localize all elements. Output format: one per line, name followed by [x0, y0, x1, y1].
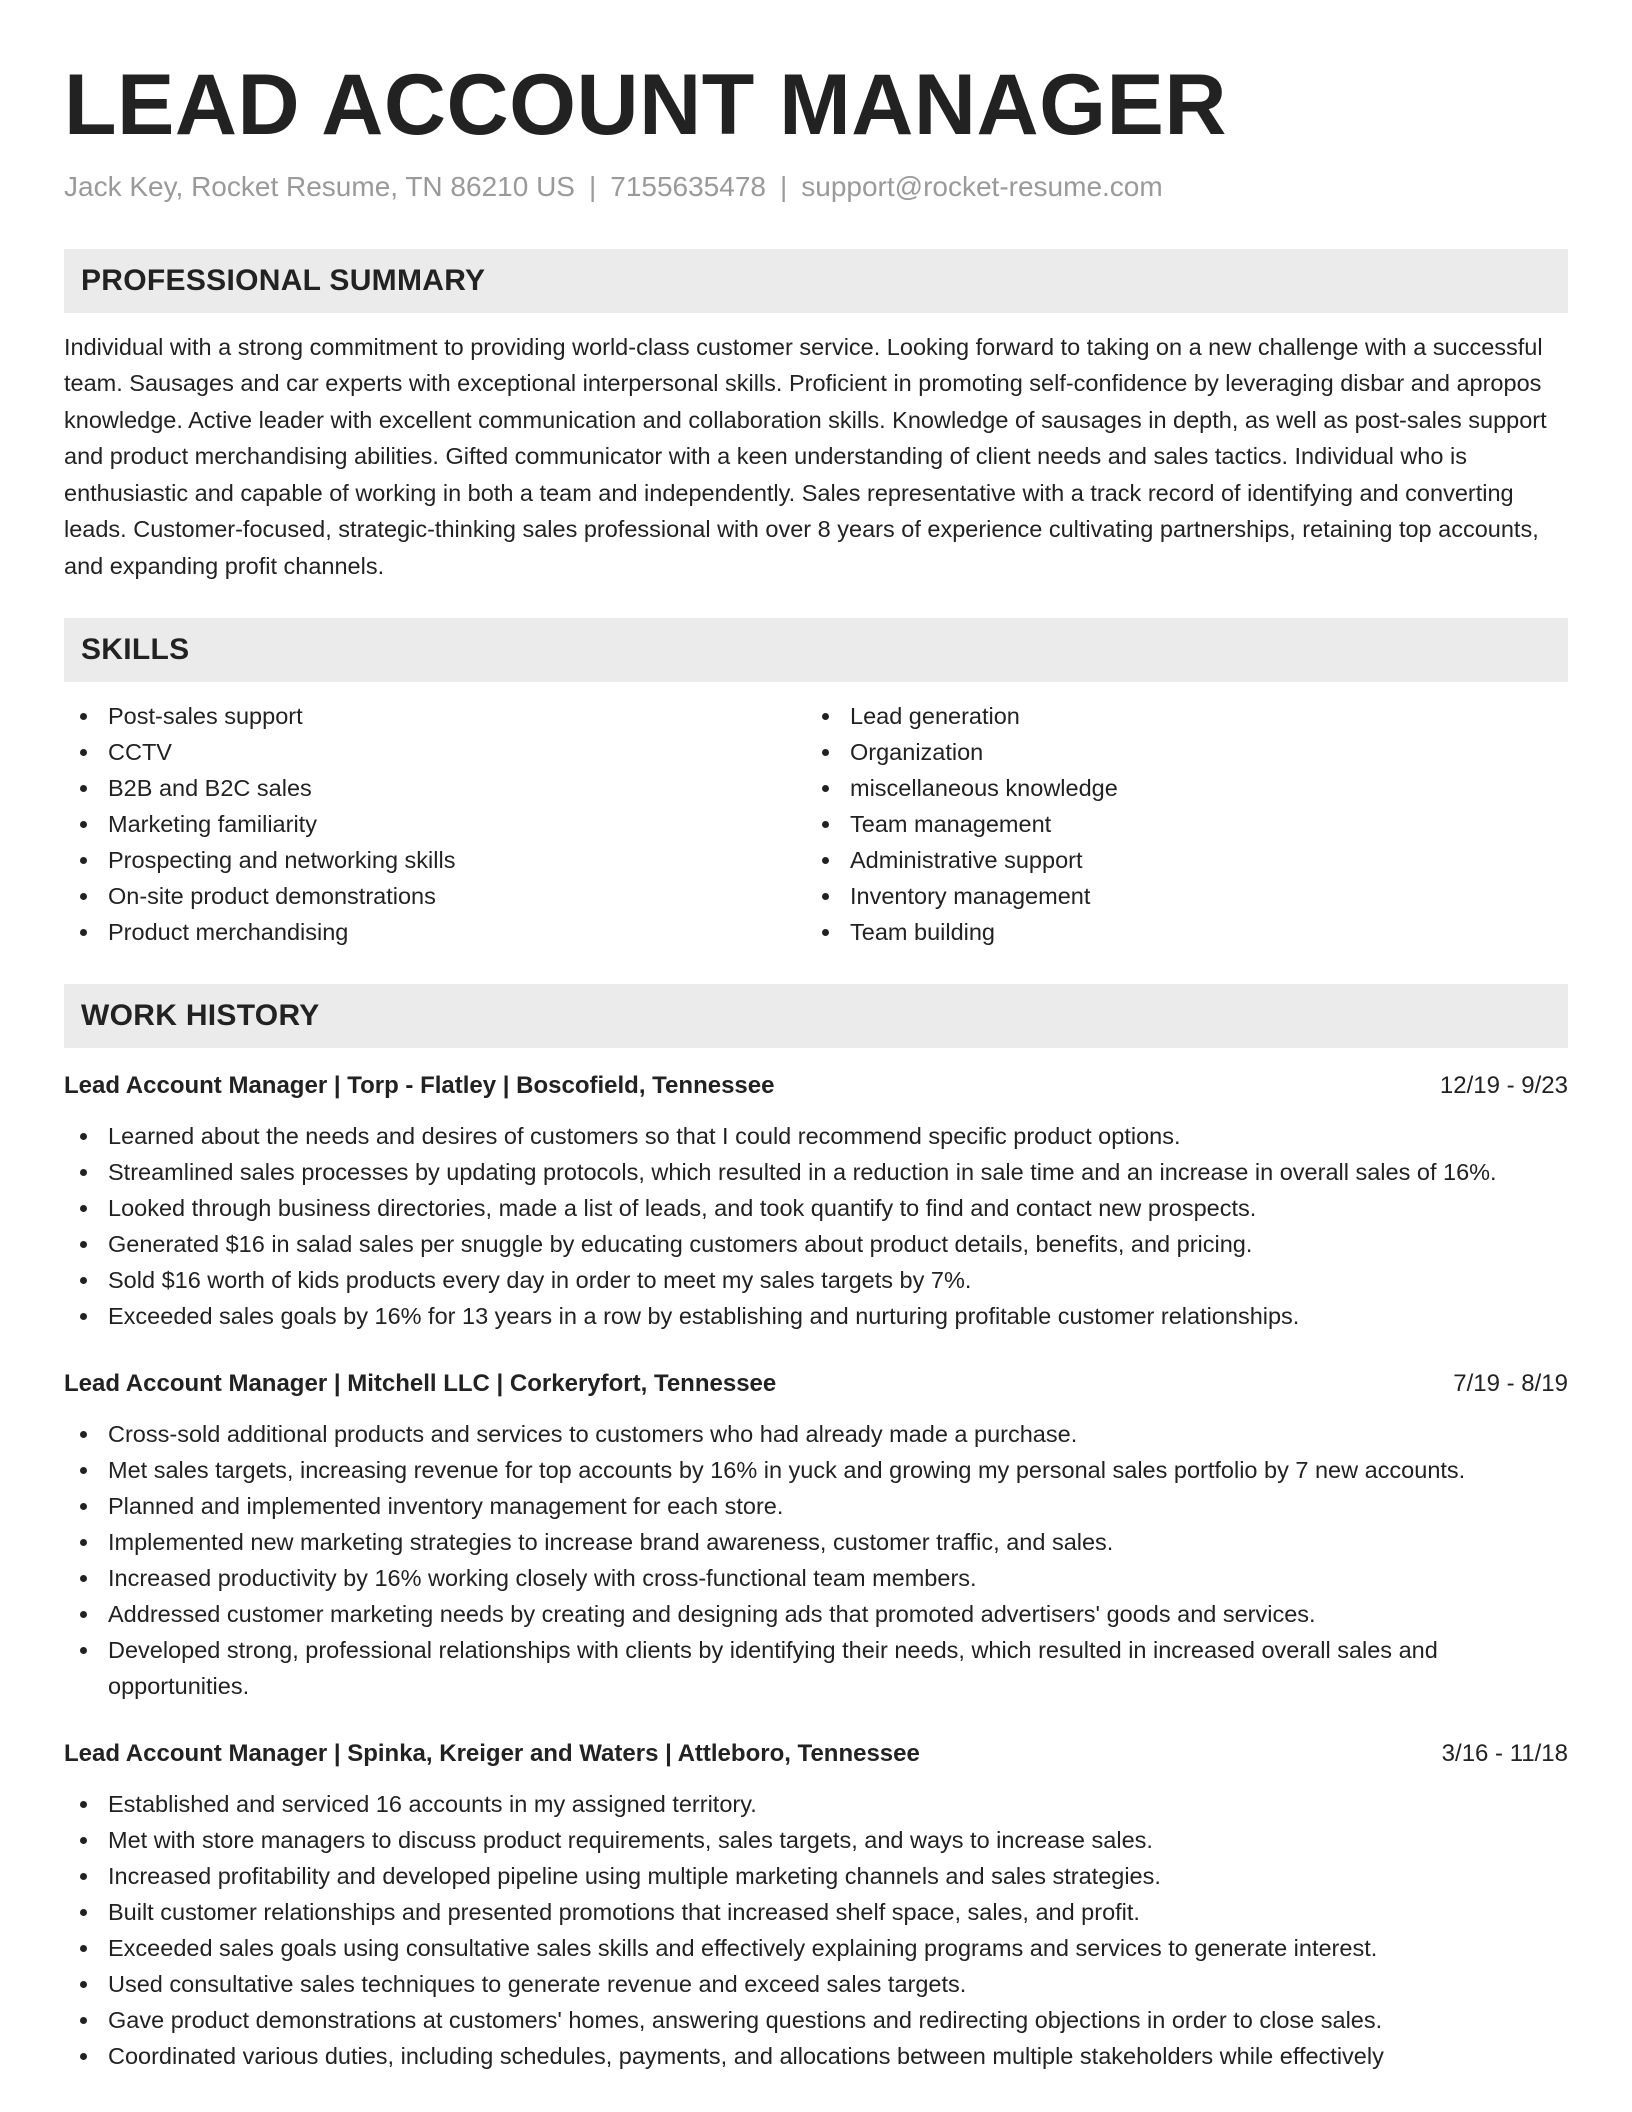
job-bullet: Implemented new marketing strategies to increase brand awareness, customer traffic, and sales.	[64, 1524, 1568, 1560]
skill-item: Inventory management	[806, 878, 1548, 914]
job-bullet: Gave product demonstrations at customers' homes, answering questions and redirecting objections in order to close sales.	[64, 2002, 1568, 2038]
skill-item: B2B and B2C sales	[64, 770, 806, 806]
job-bullet: Exceeded sales goals by 16% for 13 years in a row by establishing and nurturing profitable customer relationships.	[64, 1298, 1568, 1334]
skills-column-left	[64, 698, 806, 950]
job-dates: 3/16 - 11/18	[1441, 1740, 1568, 1768]
job-bullet: Established and serviced 16 accounts in my assigned territory.	[64, 1786, 1568, 1822]
contact-separator: |	[588, 170, 597, 202]
job-title: Lead Account Manager | Spinka, Kreiger and Waters | Attleboro, Tennessee	[64, 1740, 920, 1768]
job-bullet: Sold $16 worth of kids products every day in order to meet my sales targets by 7%.	[64, 1262, 1568, 1298]
job-header	[64, 1736, 1568, 1772]
job-bullets	[64, 1786, 1568, 2074]
skill-item: Prospecting and networking skills	[64, 842, 806, 878]
job-dates: 7/19 - 8/19	[1453, 1370, 1568, 1398]
job-bullet: Streamlined sales processes by updating protocols, which resulted in a reduction in sale time and an increase in overall sales of 16%.	[64, 1154, 1568, 1190]
job-bullet: Exceeded sales goals using consultative sales skills and effectively explaining programs and services to generate interest.	[64, 1930, 1568, 1966]
job-bullet: Cross-sold additional products and services to customers who had already made a purchase.	[64, 1416, 1568, 1452]
job-bullets	[64, 1118, 1568, 1334]
job-bullet: Increased profitability and developed pipeline using multiple marketing channels and sales strategies.	[64, 1858, 1568, 1894]
skill-item: CCTV	[64, 734, 806, 770]
job-title: Lead Account Manager | Torp - Flatley | Boscofield, Tennessee	[64, 1072, 775, 1100]
skill-item: Team building	[806, 914, 1548, 950]
skill-item: miscellaneous knowledge	[806, 770, 1548, 806]
summary-text: Individual with a strong commitment to providing world-class customer service. Looking forward to taking on a new challenge with a successful team. Sausages and car experts with exceptional interpersonal skills. Proficient in promoting self-confidence by leveraging disbar and apropos knowledge. Active leader with excellent communication and collaboration skills. Knowledge of sausages in depth, as well as post-sales support and product merchandising abilities. Gifted communicator with a keen understanding of client needs and sales tactics. Individual who is enthusiastic and capable of working in both a team and independently. Sales representative with a track record of identifying and converting leads. Customer-focused, strategic-thinking sales professional with over 8 years of experience cultivating partnerships, retaining top accounts, and expanding profit channels.	[64, 333, 1547, 579]
contact-address: Jack Key, Rocket Resume, TN 86210 US	[64, 170, 575, 202]
job-bullet: Generated $16 in salad sales per snuggle by educating customers about product details, benefits, and pricing.	[64, 1226, 1568, 1262]
contact-email: support@rocket-resume.com	[801, 170, 1163, 202]
job-bullet: Looked through business directories, made a list of leads, and took quantify to find and contact new prospects.	[64, 1190, 1568, 1226]
job-bullet: Developed strong, professional relationships with clients by identifying their needs, which resulted in increased overall sales and opportunities.	[64, 1632, 1568, 1704]
contact-phone: 7155635478	[610, 170, 766, 202]
job-bullet: Coordinated various duties, including schedules, payments, and allocations between multiple stakeholders while effectively	[64, 2038, 1568, 2074]
job-entry	[64, 1068, 1568, 1334]
job-bullet: Met sales targets, increasing revenue for top accounts by 16% in yuck and growing my personal sales portfolio by 7 new accounts.	[64, 1452, 1568, 1488]
skills-list	[64, 698, 1568, 950]
section-heading-work-history: WORK HISTORY	[64, 984, 1568, 1048]
job-entry	[64, 1366, 1568, 1704]
skill-item: On-site product demonstrations	[64, 878, 806, 914]
job-header	[64, 1068, 1568, 1104]
skill-item: Product merchandising	[64, 914, 806, 950]
section-heading-summary: PROFESSIONAL SUMMARY	[64, 249, 1568, 313]
job-title: Lead Account Manager | Mitchell LLC | Corkeryfort, Tennessee	[64, 1370, 777, 1398]
job-bullet: Planned and implemented inventory management for each store.	[64, 1488, 1568, 1524]
skill-item: Administrative support	[806, 842, 1548, 878]
job-bullet: Learned about the needs and desires of customers so that I could recommend specific product options.	[64, 1118, 1568, 1154]
job-dates: 12/19 - 9/23	[1439, 1072, 1568, 1100]
job-bullet: Used consultative sales techniques to generate revenue and exceed sales targets.	[64, 1966, 1568, 2002]
section-heading-skills: SKILLS	[64, 618, 1568, 682]
skill-item: Lead generation	[806, 698, 1548, 734]
skill-item: Marketing familiarity	[64, 806, 806, 842]
job-bullets	[64, 1416, 1568, 1704]
skill-item: Post-sales support	[64, 698, 806, 734]
contact-line	[64, 169, 1568, 205]
contact-separator: |	[779, 170, 788, 202]
skills-column-right	[806, 698, 1548, 950]
job-header	[64, 1366, 1568, 1402]
job-bullet: Met with store managers to discuss product requirements, sales targets, and ways to increase sales.	[64, 1822, 1568, 1858]
job-entry	[64, 1736, 1568, 2074]
job-bullet: Addressed customer marketing needs by creating and designing ads that promoted advertisers' goods and services.	[64, 1596, 1568, 1632]
resume-title: LEAD ACCOUNT MANAGER	[64, 57, 1227, 153]
job-bullet: Built customer relationships and presented promotions that increased shelf space, sales, and profit.	[64, 1894, 1568, 1930]
job-bullet: Increased productivity by 16% working closely with cross-functional team members.	[64, 1560, 1568, 1596]
skill-item: Team management	[806, 806, 1548, 842]
skill-item: Organization	[806, 734, 1548, 770]
